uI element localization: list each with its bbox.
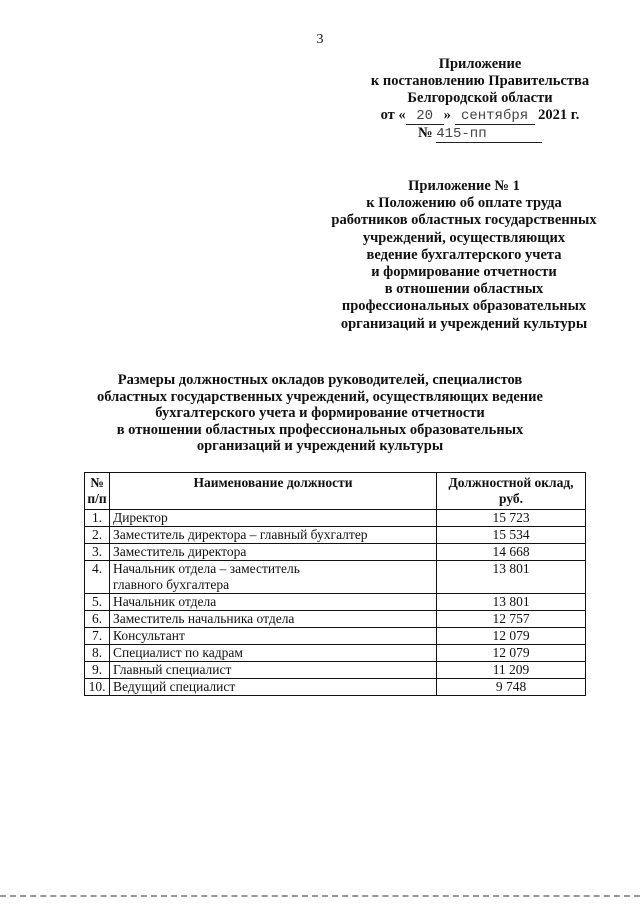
row-number: 3. <box>85 544 110 561</box>
date-year: 2021 г. <box>538 107 580 123</box>
header-num-line: № <box>90 475 104 490</box>
title-line: областных государственных учреждений, осуществляющих ведение <box>97 388 543 405</box>
row-position: Заместитель начальника отдела <box>110 611 437 628</box>
row-number: 2. <box>85 527 110 544</box>
appendix-1-line: организаций и учреждений культуры <box>340 315 588 332</box>
table-row <box>85 527 586 544</box>
title-line: Размеры должностных окладов руководителей, специалистов <box>117 372 523 388</box>
table-row <box>85 679 586 696</box>
appendix-number <box>360 125 600 143</box>
scan-edge-divider <box>0 895 640 897</box>
header-position: Наименование должности <box>110 473 437 510</box>
row-number: 8. <box>85 645 110 662</box>
appendix-1-line: работников областных государственных <box>331 212 597 229</box>
row-position: Начальник отдела – заместитель главного бухгалтера <box>110 561 437 594</box>
appendix-1-line: профессиональных образовательных <box>341 298 587 315</box>
appendix-1-line: и формирование отчетности <box>371 264 557 281</box>
page-number: 3 <box>316 32 324 47</box>
date-mid: » <box>443 107 451 123</box>
table-row <box>85 594 586 611</box>
row-salary: 12 757 <box>437 611 586 628</box>
number-value: 415-пп <box>436 127 542 143</box>
document-title <box>40 372 600 455</box>
row-position: Начальник отдела <box>110 594 437 611</box>
row-position: Заместитель директора – главный бухгалтер <box>110 527 437 544</box>
header-num-line: п/п <box>87 491 107 506</box>
row-position: Главный специалист <box>110 662 437 679</box>
number-prefix: № <box>418 125 433 141</box>
table-row <box>85 544 586 561</box>
title-line: в отношении областных профессиональных образовательных <box>116 421 524 438</box>
row-position: Ведущий специалист <box>110 679 437 696</box>
table-row <box>85 628 586 645</box>
row-salary: 9 748 <box>437 679 586 696</box>
row-salary: 12 079 <box>437 645 586 662</box>
row-salary: 13 801 <box>437 561 586 594</box>
row-position: Специалист по кадрам <box>110 645 437 662</box>
header-salary-line: Должностной оклад, <box>448 475 574 490</box>
header-salary-line: руб. <box>498 491 524 506</box>
row-number: 9. <box>85 662 110 679</box>
row-number: 4. <box>85 561 110 594</box>
title-line: бухгалтерского учета и формирование отчетности <box>155 405 485 422</box>
row-salary: 14 668 <box>437 544 586 561</box>
appendix-header-line: к постановлению Правительства <box>370 73 590 89</box>
table-row <box>85 510 586 527</box>
table-header-row <box>85 473 586 510</box>
date-month: сентября <box>455 109 535 125</box>
date-prefix: от « <box>380 107 406 123</box>
date-day: 20 <box>406 109 444 125</box>
salary-table <box>84 472 586 696</box>
appendix-header-line: Приложение <box>438 56 522 72</box>
appendix-1-line: к Положению об оплате труда <box>366 195 562 212</box>
row-number: 6. <box>85 611 110 628</box>
appendix-header <box>360 56 600 143</box>
title-line: организаций и учреждений культуры <box>196 438 444 455</box>
row-position: Директор <box>110 510 437 527</box>
table-row <box>85 561 586 594</box>
row-salary: 15 723 <box>437 510 586 527</box>
row-number: 7. <box>85 628 110 645</box>
appendix-1-line: ведение бухгалтерского учета <box>366 246 562 263</box>
row-salary: 12 079 <box>437 628 586 645</box>
appendix-1-line: учреждений, осуществляющих <box>362 229 566 246</box>
table-row <box>85 645 586 662</box>
row-position: Консультант <box>110 628 437 645</box>
row-salary: 11 209 <box>437 662 586 679</box>
row-number: 10. <box>85 679 110 696</box>
header-salary <box>437 473 586 510</box>
appendix-1-line: Приложение № 1 <box>408 178 520 194</box>
appendix-1-block <box>320 178 608 333</box>
appendix-date <box>360 107 600 125</box>
row-number: 1. <box>85 510 110 527</box>
row-salary: 13 801 <box>437 594 586 611</box>
appendix-1-line: в отношении областных <box>384 281 544 298</box>
table-row <box>85 611 586 628</box>
row-number: 5. <box>85 594 110 611</box>
row-position: Заместитель директора <box>110 544 437 561</box>
table-row <box>85 662 586 679</box>
header-num <box>85 473 110 510</box>
appendix-header-line: Белгородской области <box>407 90 553 106</box>
row-salary: 15 534 <box>437 527 586 544</box>
